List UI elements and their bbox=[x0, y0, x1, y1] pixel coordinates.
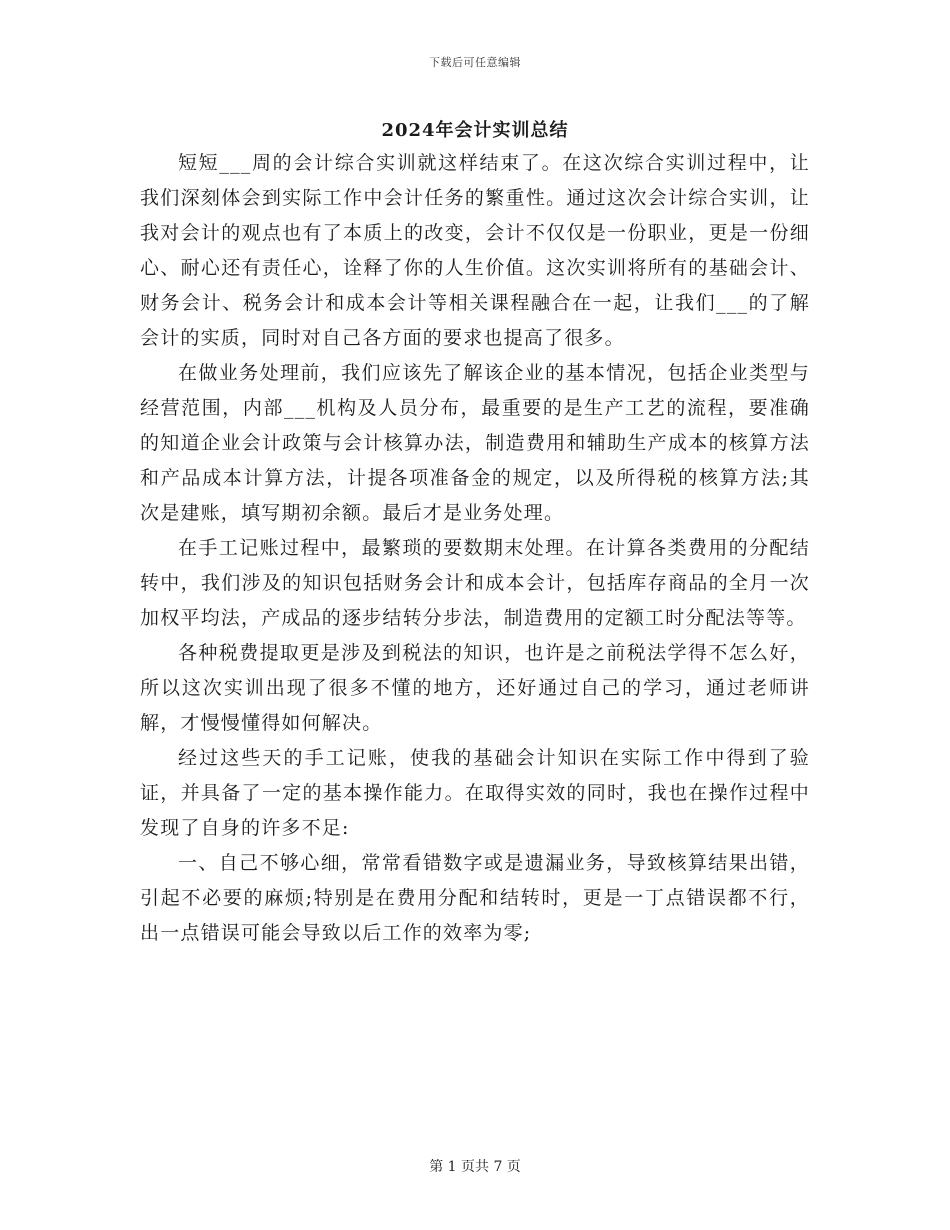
paragraph-4: 各种税费提取更是涉及到税法的知识，也许是之前税法学得不怎么好，所以这次实训出现了很多不懂的地方，还好通过自己的学习，通过老师讲解，才慢慢懂得如何解决。 bbox=[140, 642, 810, 734]
paragraph-2: 在做业务处理前，我们应该先了解该企业的基本情况，包括企业类型与经营范围，内部___机构及人员分布，最重要的是生产工艺的流程，要准确的知道企业会计政策与会计核算办法，制造费用和辅助生产成本的核算方法和产品成本计算方法，计提各项准备金的规定，以及所得税的核算方法;其次是建账，填写期初余额。最后才是业务处理。 bbox=[140, 362, 810, 524]
paragraph-3: 在手工记账过程中，最繁琐的要数期末处理。在计算各类费用的分配结转中，我们涉及的知识包括财务会计和成本会计，包括库存商品的全月一次加权平均法，产成品的逐步结转分步法，制造费用的定额工时分配法等等。 bbox=[140, 537, 810, 629]
paragraph-6: 一、自己不够心细，常常看错数字或是遗漏业务，导致核算结果出错，引起不必要的麻烦;特别是在费用分配和结转时，更是一丁点错误都不行，出一点错误可能会导致以后工作的效率为零; bbox=[140, 852, 810, 944]
page-header-note: 下载后可任意编辑 bbox=[429, 56, 521, 69]
paragraph-1: 短短___周的会计综合实训就这样结束了。在这次综合实训过程中，让我们深刻体会到实际工作中会计任务的繁重性。通过这次会计综合实训，让我对会计的观点也有了本质上的改变，会计不仅仅是一份职业，更是一份细心、耐心还有责任心，诠释了你的人生价值。这次实训将所有的基础会计、财务会计、税务会计和成本会计等相关课程融合在一起，让我们___的了解会计的实质，同时对自己各方面的要求也提高了很多。 bbox=[140, 152, 810, 349]
paragraph-5: 经过这些天的手工记账，使我的基础会计知识在实际工作中得到了验证，并具备了一定的基本操作能力。在取得实效的同时，我也在操作过程中发现了自身的许多不足: bbox=[140, 747, 810, 839]
page-number: 第 1 页共 7 页 bbox=[429, 1159, 521, 1175]
document-title: 2024年会计实训总结 bbox=[381, 120, 569, 141]
document-body bbox=[140, 146, 810, 951]
